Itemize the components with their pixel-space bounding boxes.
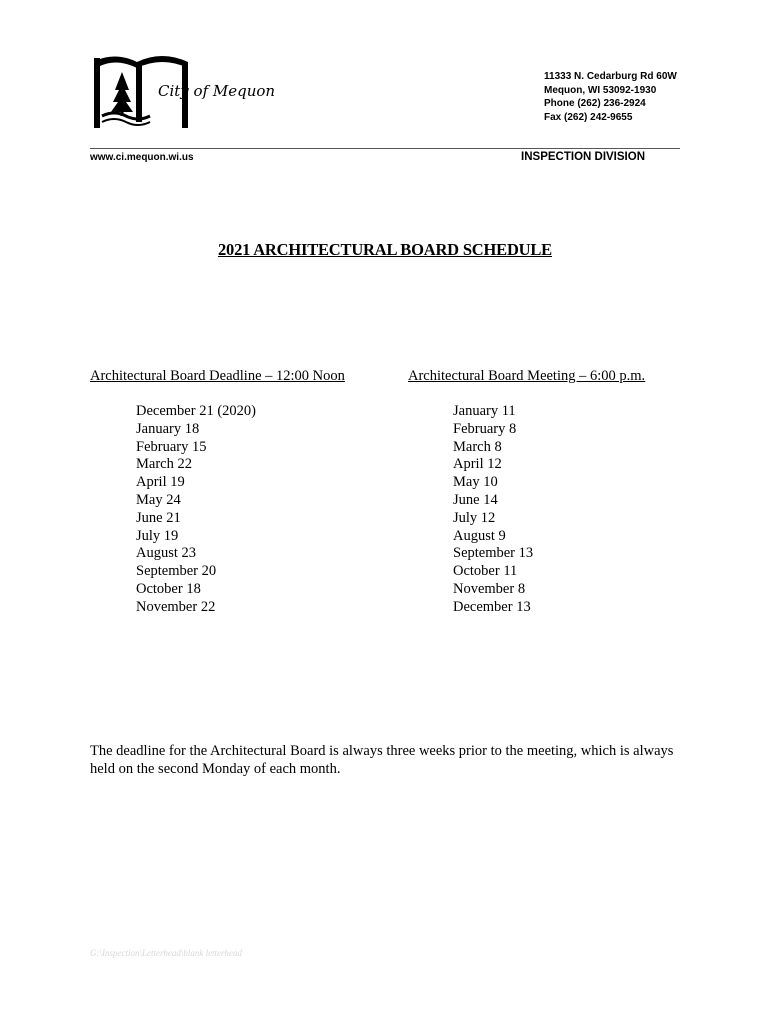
list-item: May 24 [136,491,181,508]
list-item: January 18 [136,420,200,437]
file-path-footer: G:\Inspection\Letterhead\blank letterhead [90,948,242,958]
list-item: June 21 [136,509,181,526]
division-label: INSPECTION DIVISION [521,151,645,163]
list-item: May 10 [453,474,498,491]
address-line: Mequon, WI 53092-1930 [544,84,657,96]
meeting-list [453,403,533,617]
list-item: April 12 [453,456,502,473]
list-item: August 9 [453,527,506,544]
website-url[interactable]: www.ci.mequon.wi.us [90,152,194,163]
list-item: October 18 [136,580,201,597]
address-line: 11333 N. Cedarburg Rd 60W [544,71,677,82]
header-divider [90,148,680,149]
list-item: November 8 [453,580,526,597]
list-item: August 23 [136,545,197,562]
list-item: February 8 [453,420,517,437]
meeting-heading: Architectural Board Meeting – 6:00 p.m. [408,368,646,384]
list-item: December 21 (2020) [136,403,256,419]
list-item: September 20 [136,563,217,580]
list-item: November 22 [136,598,216,615]
list-item: July 12 [453,509,496,526]
list-item: March 8 [453,438,502,455]
list-item: January 11 [453,403,516,419]
address-block [544,70,677,124]
list-item: June 14 [453,491,498,508]
address-line: Phone (262) 236-2924 [544,98,646,109]
list-item: February 15 [136,438,207,455]
list-item: July 19 [136,527,179,544]
address-line: Fax (262) 242-9655 [544,111,633,123]
list-item: September 13 [453,545,534,562]
document-title: 2021 ARCHITECTURAL BOARD SCHEDULE [217,240,552,259]
deadline-heading: Architectural Board Deadline – 12:00 Noon [90,368,345,384]
list-item: December 13 [453,598,531,615]
list-item: October 11 [453,563,518,580]
list-item: March 22 [136,456,192,473]
list-item: April 19 [136,474,185,491]
logo-text: City of Mequon [158,82,276,100]
schedule-note: The deadline for the Architectural Board is always three weeks prior to the meeting, which is always held on the second Monday of each month. [90,743,674,777]
deadline-list [136,403,256,617]
city-logo [92,52,292,132]
